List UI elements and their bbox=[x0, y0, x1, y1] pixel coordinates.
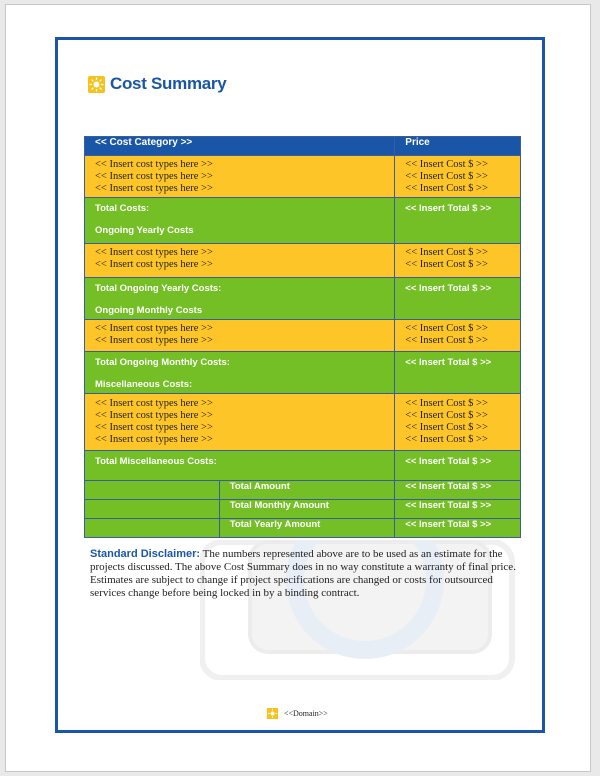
total-amount-value[interactable]: << Insert Total $ >> bbox=[395, 481, 521, 500]
cost-item[interactable]: << Insert cost types here >> bbox=[95, 335, 213, 346]
total-value[interactable]: << Insert Total $ >> bbox=[405, 456, 492, 467]
section-heading: Miscellaneous Costs: bbox=[95, 379, 193, 390]
total-label: Total Miscellaneous Costs: bbox=[95, 456, 217, 467]
cost-price[interactable]: << Insert Cost $ >> bbox=[405, 398, 488, 409]
cost-item[interactable]: << Insert cost types here >> bbox=[95, 398, 213, 409]
cost-item[interactable]: << Insert cost types here >> bbox=[95, 247, 213, 258]
cost-price[interactable]: << Insert Cost $ >> bbox=[405, 183, 488, 194]
total-amount-label: Total Amount bbox=[219, 481, 395, 500]
cost-item[interactable]: << Insert cost types here >> bbox=[95, 159, 213, 170]
header-category: << Cost Category >> bbox=[85, 137, 395, 156]
disclaimer-lead: Standard Disclaimer: bbox=[90, 548, 201, 560]
table-row bbox=[85, 198, 521, 244]
table-row bbox=[85, 352, 521, 394]
cost-item[interactable]: << Insert cost types here >> bbox=[95, 323, 213, 334]
table-row bbox=[85, 451, 521, 481]
total-yearly-label: Total Yearly Amount bbox=[219, 519, 395, 538]
cost-price[interactable]: << Insert Cost $ >> bbox=[405, 323, 488, 334]
cost-item[interactable]: << Insert cost types here >> bbox=[95, 410, 213, 421]
total-label: Total Costs: bbox=[95, 203, 150, 214]
table-row bbox=[85, 500, 521, 519]
table-row bbox=[85, 481, 521, 500]
cost-price[interactable]: << Insert Cost $ >> bbox=[405, 171, 488, 182]
cost-item[interactable]: << Insert cost types here >> bbox=[95, 183, 213, 194]
sun-icon bbox=[88, 76, 105, 93]
footer-domain: <<Domain>> bbox=[284, 709, 328, 718]
cost-price[interactable]: << Insert Cost $ >> bbox=[405, 259, 488, 270]
cost-price[interactable]: << Insert Cost $ >> bbox=[405, 335, 488, 346]
total-yearly-value[interactable]: << Insert Total $ >> bbox=[395, 519, 521, 538]
table-row bbox=[85, 394, 521, 451]
cost-item[interactable]: << Insert cost types here >> bbox=[95, 259, 213, 270]
section-heading: Ongoing Yearly Costs bbox=[95, 225, 194, 236]
section-heading: Ongoing Monthly Costs bbox=[95, 305, 203, 316]
cost-item[interactable]: << Insert cost types here >> bbox=[95, 171, 213, 182]
sun-icon bbox=[267, 708, 278, 719]
total-value[interactable]: << Insert Total $ >> bbox=[405, 357, 492, 368]
total-monthly-label: Total Monthly Amount bbox=[219, 500, 395, 519]
total-label: Total Ongoing Yearly Costs: bbox=[95, 283, 222, 294]
cost-price[interactable]: << Insert Cost $ >> bbox=[405, 410, 488, 421]
table-row bbox=[85, 278, 521, 320]
total-value[interactable]: << Insert Total $ >> bbox=[405, 203, 492, 214]
footer bbox=[267, 708, 328, 719]
table-row bbox=[85, 519, 521, 538]
total-value[interactable]: << Insert Total $ >> bbox=[405, 283, 492, 294]
cost-table bbox=[84, 136, 521, 538]
doc-header bbox=[88, 72, 226, 96]
cost-item[interactable]: << Insert cost types here >> bbox=[95, 434, 213, 445]
disclaimer-text: The numbers represented above are to be used as an estimate for the projects discussed. The above Cost Summary does in no way constitute a warranty of final price. Estimates are subject to change if project specifications are changed or costs for outsourced services change before being locked in by a binding contract. bbox=[90, 548, 516, 599]
cost-item[interactable]: << Insert cost types here >> bbox=[95, 422, 213, 433]
page-title: Cost Summary bbox=[110, 74, 227, 93]
cost-price[interactable]: << Insert Cost $ >> bbox=[405, 159, 488, 170]
table-row bbox=[85, 156, 521, 198]
cost-price[interactable]: << Insert Cost $ >> bbox=[405, 422, 488, 433]
cost-price[interactable]: << Insert Cost $ >> bbox=[405, 247, 488, 258]
cost-price[interactable]: << Insert Cost $ >> bbox=[405, 434, 488, 445]
table-row bbox=[85, 244, 521, 278]
total-monthly-value[interactable]: << Insert Total $ >> bbox=[395, 500, 521, 519]
table-row bbox=[85, 320, 521, 352]
total-label: Total Ongoing Monthly Costs: bbox=[95, 357, 230, 368]
header-price: Price bbox=[395, 137, 521, 156]
table-header-row bbox=[85, 137, 521, 156]
disclaimer bbox=[90, 548, 520, 600]
